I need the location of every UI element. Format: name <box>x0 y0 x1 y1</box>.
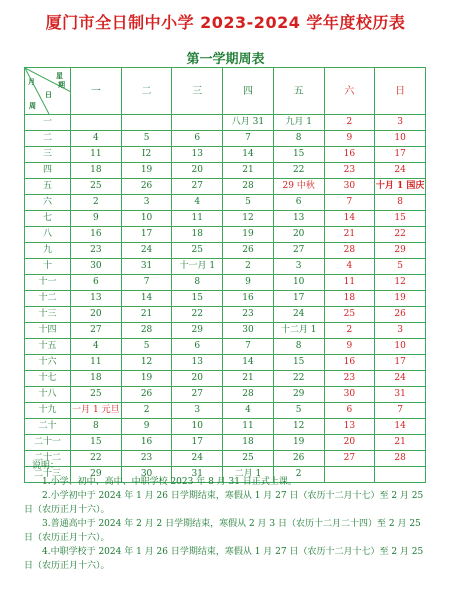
week-row <box>25 195 426 211</box>
note-item-3: 3.普通高中于 2024 年 2 月 2 日学期结束，寒假从 2 月 3 日（农历十二月二十四）至 2 月 25 日（农历正月十六）。 <box>24 519 421 543</box>
notes-heading: 说明： <box>32 461 60 471</box>
day-cell <box>71 115 122 131</box>
day-cell: 18 <box>223 435 274 451</box>
day-cell: 8 <box>273 131 324 147</box>
day-cell: 24 <box>121 243 172 259</box>
page-title: 厦门市全日制中小学 2023-2024 学年度校历表 <box>45 13 406 32</box>
day-cell <box>172 115 223 131</box>
day-cell: 3 <box>172 403 223 419</box>
corner-month-label: 月 <box>28 77 35 86</box>
week-row <box>25 259 426 275</box>
day-cell: 14 <box>324 211 375 227</box>
day-cell: 25 <box>71 387 122 403</box>
week-row <box>25 355 426 371</box>
day-cell: 29 <box>71 467 122 483</box>
day-cell: 7 <box>375 403 426 419</box>
day-cell: 21 <box>223 371 274 387</box>
week-number-cell: 十八 <box>25 387 71 403</box>
week-row <box>25 403 426 419</box>
day-cell: 13 <box>172 355 223 371</box>
day-cell: 一月 1 元旦 <box>71 403 122 419</box>
day-cell: 24 <box>375 371 426 387</box>
day-cell: 3 <box>273 259 324 275</box>
day-cell: 25 <box>223 451 274 467</box>
day-cell: 8 <box>172 275 223 291</box>
day-cell: 21 <box>121 307 172 323</box>
day-cell: 15 <box>375 211 426 227</box>
day-cell: 4 <box>71 131 122 147</box>
day-cell: 21 <box>375 435 426 451</box>
day-cell: 24 <box>172 451 223 467</box>
day-cell: 28 <box>375 451 426 467</box>
week-row <box>25 179 426 195</box>
day-cell: 2 <box>71 195 122 211</box>
day-cell: 22 <box>172 307 223 323</box>
day-cell: 17 <box>273 291 324 307</box>
day-cell: 29 <box>375 243 426 259</box>
week-row <box>25 115 426 131</box>
week-number-cell: 九 <box>25 243 71 259</box>
week-number-cell: 十七 <box>25 371 71 387</box>
day-cell: 13 <box>273 211 324 227</box>
day-cell: 14 <box>121 291 172 307</box>
week-number-cell: 一 <box>25 115 71 131</box>
day-cell: 20 <box>172 371 223 387</box>
day-cell: 3 <box>375 323 426 339</box>
note-item-2: 2.小学初中于 2024 年 1 月 26 日学期结束，寒假从 1 月 27 日（农历十二月十七）至 2 月 25 日（农历正月十六）。 <box>24 491 424 515</box>
day-cell: 30 <box>71 259 122 275</box>
column-header-thu: 四 <box>223 68 274 115</box>
week-row <box>25 227 426 243</box>
week-number-cell: 十一 <box>25 275 71 291</box>
day-cell: 20 <box>324 435 375 451</box>
week-number-cell: 二十二 <box>25 451 71 467</box>
day-cell: 9 <box>121 419 172 435</box>
day-cell: 9 <box>223 275 274 291</box>
week-row <box>25 163 426 179</box>
day-cell: 10 <box>121 211 172 227</box>
column-header-wed: 三 <box>172 68 223 115</box>
day-cell: 31 <box>375 387 426 403</box>
corner-weekday-label-bottom: 期 <box>58 80 65 89</box>
day-cell: 4 <box>324 259 375 275</box>
column-header-sun: 日 <box>375 68 426 115</box>
day-cell: 8 <box>273 339 324 355</box>
day-cell: 3 <box>121 195 172 211</box>
day-cell: 21 <box>223 163 274 179</box>
day-cell: 7 <box>223 131 274 147</box>
day-cell: 20 <box>273 227 324 243</box>
notes-section <box>24 459 426 573</box>
week-number-cell: 三 <box>25 147 71 163</box>
day-cell <box>121 115 172 131</box>
corner-day-label: 日 <box>45 90 52 99</box>
day-cell: 30 <box>121 467 172 483</box>
day-cell: 16 <box>324 147 375 163</box>
week-row <box>25 323 426 339</box>
week-row <box>25 371 426 387</box>
day-cell: 5 <box>375 259 426 275</box>
calendar-body <box>25 115 426 483</box>
day-cell: 9 <box>324 339 375 355</box>
day-cell: 25 <box>172 243 223 259</box>
day-cell: 22 <box>375 227 426 243</box>
day-cell: 6 <box>71 275 122 291</box>
day-cell: 24 <box>273 307 324 323</box>
day-cell: 12 <box>375 275 426 291</box>
week-number-cell: 八 <box>25 227 71 243</box>
week-row <box>25 211 426 227</box>
day-cell: 15 <box>273 355 324 371</box>
day-cell: 7 <box>121 275 172 291</box>
day-cell: 28 <box>223 387 274 403</box>
column-header-mon: 一 <box>71 68 122 115</box>
day-cell: 九月 1 <box>273 115 324 131</box>
day-cell: 5 <box>223 195 274 211</box>
day-cell: 16 <box>71 227 122 243</box>
column-header-tue: 二 <box>121 68 172 115</box>
day-cell: 11 <box>223 419 274 435</box>
day-cell: 31 <box>121 259 172 275</box>
day-cell: 21 <box>324 227 375 243</box>
day-cell: 15 <box>71 435 122 451</box>
day-cell: 5 <box>121 131 172 147</box>
day-cell: 30 <box>223 323 274 339</box>
day-cell: 23 <box>71 243 122 259</box>
day-cell: 4 <box>172 195 223 211</box>
day-cell: 5 <box>121 339 172 355</box>
column-header-sat: 六 <box>324 68 375 115</box>
day-cell: 八月 31 <box>223 115 274 131</box>
week-row <box>25 387 426 403</box>
day-cell: 20 <box>172 163 223 179</box>
week-number-cell: 二十 <box>25 419 71 435</box>
day-cell: 二月 1 <box>223 467 274 483</box>
day-cell: 27 <box>71 323 122 339</box>
day-cell: 16 <box>121 435 172 451</box>
column-header-fri: 五 <box>273 68 324 115</box>
day-cell: 30 <box>324 387 375 403</box>
day-cell: 22 <box>273 371 324 387</box>
week-number-cell: 四 <box>25 163 71 179</box>
week-number-cell: 五 <box>25 179 71 195</box>
day-cell: 13 <box>172 147 223 163</box>
week-row <box>25 339 426 355</box>
day-cell: 16 <box>324 355 375 371</box>
day-cell: 12 <box>273 419 324 435</box>
week-number-cell: 二十三 <box>25 467 71 483</box>
week-row <box>25 307 426 323</box>
week-number-cell: 十三 <box>25 307 71 323</box>
day-cell: 13 <box>71 291 122 307</box>
day-cell: 十月 1 国庆 <box>375 179 426 195</box>
day-cell: 31 <box>172 467 223 483</box>
day-cell: 4 <box>223 403 274 419</box>
day-cell: 18 <box>71 163 122 179</box>
day-cell: 11 <box>172 211 223 227</box>
day-cell: 7 <box>324 195 375 211</box>
day-cell: 11 <box>71 355 122 371</box>
day-cell: 9 <box>71 211 122 227</box>
week-number-cell: 二 <box>25 131 71 147</box>
day-cell: 10 <box>375 131 426 147</box>
day-cell: 14 <box>223 147 274 163</box>
day-cell: 23 <box>324 371 375 387</box>
day-cell: 6 <box>172 339 223 355</box>
day-cell: 6 <box>273 195 324 211</box>
day-cell: 17 <box>375 147 426 163</box>
note-item-4: 4.中职学校于 2024 年 1 月 26 日学期结束，寒假从 1 月 27 日（农历十二月十七）至 2 月 25 日（农历正月十六）。 <box>24 547 424 571</box>
day-cell: 8 <box>71 419 122 435</box>
corner-weekday-label-top: 星 <box>56 71 63 80</box>
corner-week-label: 周 <box>29 101 36 110</box>
day-cell: 17 <box>375 355 426 371</box>
day-cell: 26 <box>121 387 172 403</box>
day-cell: 19 <box>121 163 172 179</box>
day-cell: 8 <box>375 195 426 211</box>
day-cell: 19 <box>273 435 324 451</box>
week-number-cell: 十四 <box>25 323 71 339</box>
week-number-cell: 七 <box>25 211 71 227</box>
calendar-table <box>24 67 426 483</box>
day-cell: 10 <box>172 419 223 435</box>
week-row <box>25 275 426 291</box>
day-cell: 17 <box>172 435 223 451</box>
day-cell: 14 <box>375 419 426 435</box>
day-cell: 22 <box>71 451 122 467</box>
week-row <box>25 419 426 435</box>
day-cell: 10 <box>375 339 426 355</box>
week-number-cell: 二十一 <box>25 435 71 451</box>
day-cell: 7 <box>223 339 274 355</box>
day-cell: 27 <box>172 387 223 403</box>
day-cell: 27 <box>172 179 223 195</box>
day-cell: Ⅰ2 <box>121 147 172 163</box>
day-cell: 11 <box>71 147 122 163</box>
day-cell: 10 <box>273 275 324 291</box>
week-number-cell: 十六 <box>25 355 71 371</box>
day-cell: 15 <box>172 291 223 307</box>
day-cell: 25 <box>324 307 375 323</box>
day-cell: 6 <box>324 403 375 419</box>
day-cell: 2 <box>273 467 324 483</box>
week-number-cell: 十五 <box>25 339 71 355</box>
day-cell: 28 <box>324 243 375 259</box>
week-number-cell: 六 <box>25 195 71 211</box>
week-number-cell: 十 <box>25 259 71 275</box>
day-cell: 18 <box>324 291 375 307</box>
note-item-1: 1.小学、初中、高中、中职学校 2023 年 8 月 31 日正式上课。 <box>42 477 297 487</box>
corner-cell <box>25 68 71 115</box>
week-row <box>25 131 426 147</box>
week-number-cell: 十二 <box>25 291 71 307</box>
day-cell: 29 <box>273 387 324 403</box>
day-cell: 25 <box>71 179 122 195</box>
day-cell: 26 <box>273 451 324 467</box>
day-cell: 23 <box>223 307 274 323</box>
calendar-header-row <box>25 68 426 115</box>
day-cell: 3 <box>375 115 426 131</box>
day-cell: 27 <box>273 243 324 259</box>
day-cell: 9 <box>324 131 375 147</box>
day-cell: 26 <box>121 179 172 195</box>
week-number-cell: 十九 <box>25 403 71 419</box>
day-cell: 30 <box>324 179 375 195</box>
day-cell: 13 <box>324 419 375 435</box>
week-row <box>25 435 426 451</box>
day-cell: 11 <box>324 275 375 291</box>
week-row <box>25 147 426 163</box>
day-cell: 5 <box>273 403 324 419</box>
day-cell: 24 <box>375 163 426 179</box>
day-cell: 26 <box>223 243 274 259</box>
day-cell: 17 <box>121 227 172 243</box>
day-cell: 22 <box>273 163 324 179</box>
day-cell: 27 <box>324 451 375 467</box>
day-cell: 20 <box>71 307 122 323</box>
day-cell: 2 <box>324 115 375 131</box>
day-cell: 4 <box>71 339 122 355</box>
day-cell: 14 <box>223 355 274 371</box>
day-cell: 2 <box>121 403 172 419</box>
day-cell: 12 <box>223 211 274 227</box>
day-cell: 2 <box>324 323 375 339</box>
page-subtitle: 第一学期周表 <box>186 52 265 67</box>
day-cell: 十一月 1 <box>172 259 223 275</box>
day-cell: 6 <box>172 131 223 147</box>
day-cell: 15 <box>273 147 324 163</box>
day-cell: 23 <box>324 163 375 179</box>
day-cell: 28 <box>121 323 172 339</box>
day-cell: 16 <box>223 291 274 307</box>
day-cell: 26 <box>375 307 426 323</box>
day-cell: 十二月 1 <box>273 323 324 339</box>
day-cell: 19 <box>121 371 172 387</box>
day-cell: 23 <box>121 451 172 467</box>
day-cell: 2 <box>223 259 274 275</box>
day-cell: 18 <box>172 227 223 243</box>
day-cell: 29 <box>172 323 223 339</box>
day-cell: 12 <box>121 355 172 371</box>
day-cell: 18 <box>71 371 122 387</box>
day-cell: 19 <box>223 227 274 243</box>
day-cell: 19 <box>375 291 426 307</box>
week-row <box>25 243 426 259</box>
day-cell: 29 中秋 <box>273 179 324 195</box>
week-row <box>25 291 426 307</box>
day-cell: 28 <box>223 179 274 195</box>
